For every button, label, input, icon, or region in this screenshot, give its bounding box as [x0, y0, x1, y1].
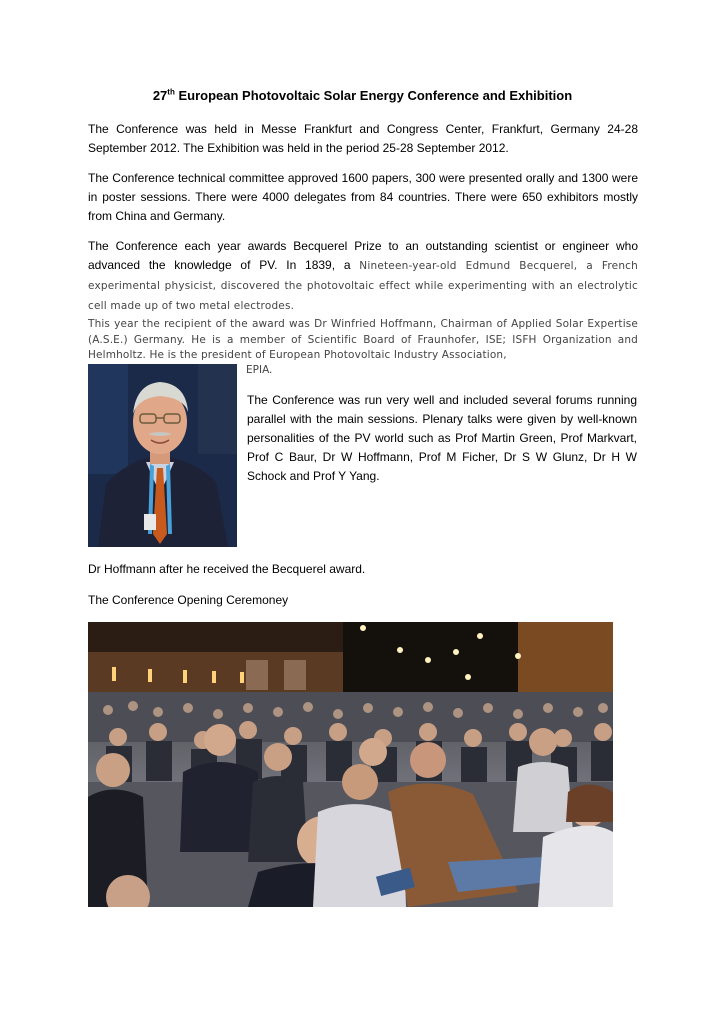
opening-ceremony-photo	[88, 622, 613, 907]
paragraph-becquerel-prize	[88, 237, 638, 316]
portrait-photo	[88, 364, 237, 547]
page-title	[88, 86, 637, 106]
crowd-illustration	[88, 622, 613, 907]
becquerel-intro: The Conference each year awards Becquerel Prize to an outstanding scientist or engineer who advanced the knowledge of PV. In 1839, a	[88, 239, 638, 272]
title-superscript: th	[167, 87, 175, 97]
crowd-caption: The Conference Opening Ceremoney	[88, 593, 289, 607]
title-text: European Photovoltaic Solar Energy Conference and Exhibition	[174, 88, 573, 103]
paragraph-statistics: The Conference technical committee approved 1600 papers, 300 were presented orally and 1300 were in poster sessions. There were 4000 delegates from 84 countries. There were 650 exhibitors mostly from China and Germany.	[88, 171, 638, 223]
paragraph-forums: The Conference was run very well and included several forums running parallel with the main sessions. Plenary talks were given by well-known personalities of the PV world such as Prof Martin Green, Prof Markvart, Prof C Baur, Dr W Hoffmann, Prof M Ficher, Dr S W Glunz, Dr H W Schock and Prof Y Yang.	[247, 393, 637, 483]
paragraph-venue: The Conference was held in Messe Frankfurt and Congress Center, Frankfurt, Germany 24-28 September 2012. The Exhibition was held in the period 25-28 September 2012.	[88, 122, 638, 155]
portrait-illustration	[88, 364, 237, 547]
paragraph-recipient: This year the recipient of the award was Dr Winfried Hoffmann, Chairman of Applied Solar Expertise (A.S.E.) Germany. He is a member of Scientific Board of Fraunhofer, ISE; ISFH Organization and Helmholtz. He is the president of European Photovoltaic Industry Association,	[88, 318, 638, 361]
title-number: 27	[152, 88, 168, 103]
portrait-caption: Dr Hoffmann after he received the Becquerel award.	[88, 562, 366, 576]
paragraph-recipient-end: EPIA.	[246, 364, 273, 376]
becquerel-history: Nineteen-year-old Edmund Becquerel, a French experimental physicist, discovered the photovoltaic effect while experimenting with an electrolytic cell made up of two metal electrodes.	[88, 260, 639, 312]
